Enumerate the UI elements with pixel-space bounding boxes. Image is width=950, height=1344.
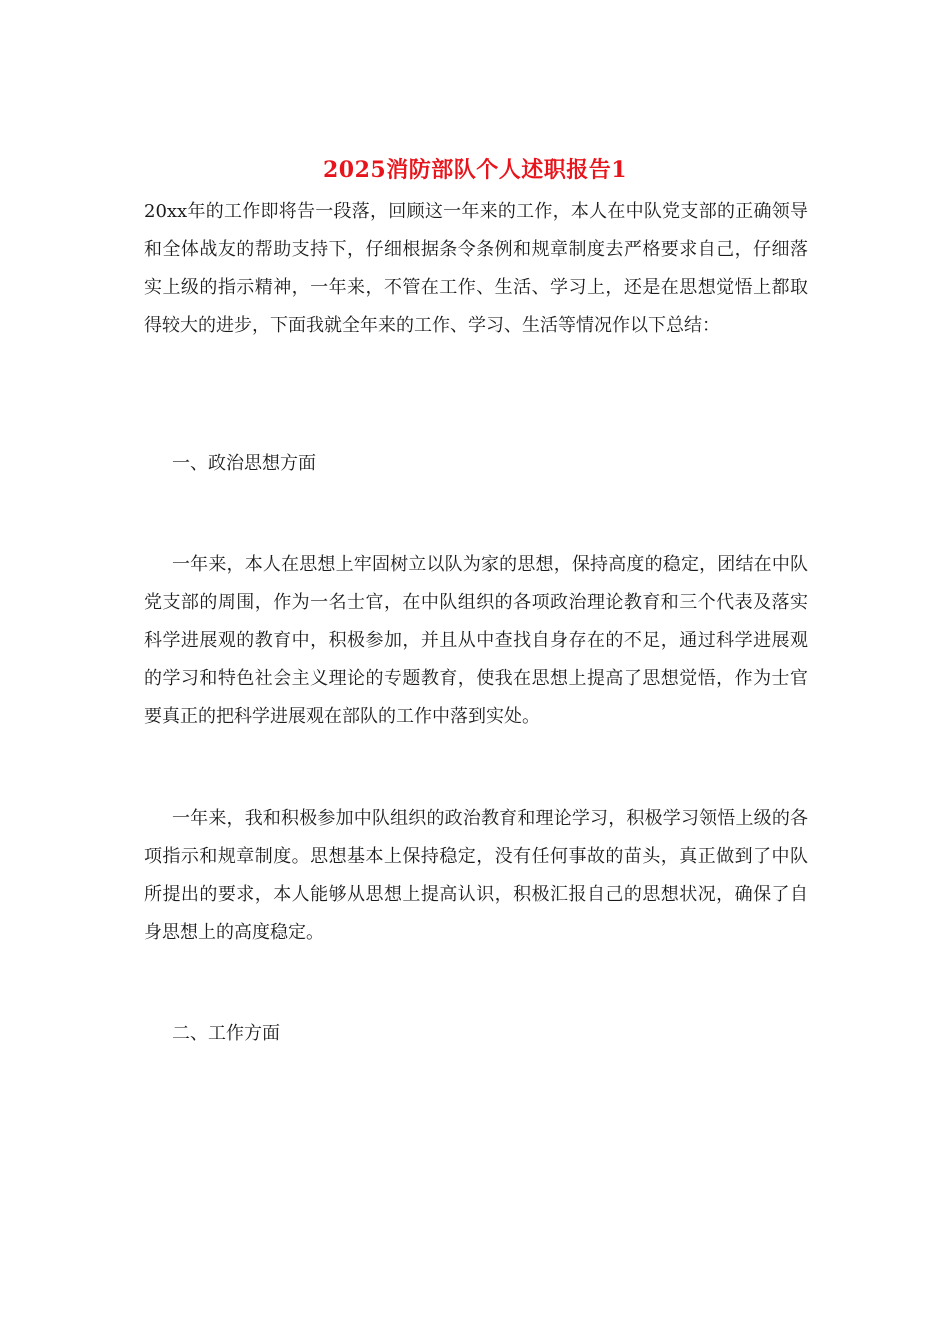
politics-paragraph-2: 一年来，我和积极参加中队组织的政治教育和理论学习，积极学习领悟上级的各项指示和规章制度。思想基本上保持稳定，没有任何事故的苗头，真正做到了中队所提出的要求，本人能够从思想上提高认识，积极汇报自己的思想状况，确保了自身思想上的高度稳定。 <box>144 808 808 943</box>
section-heading-work: 二、工作方面 <box>172 1023 280 1044</box>
intro-paragraph: 20xx年的工作即将告一段落，回顾这一年来的工作，本人在中队党支部的正确领导和全体战友的帮助支持下，仔细根据条令条例和规章制度去严格要求自己，仔细落实上级的指示精神，一年来，不管在工作、生活、学习上，还是在思想觉悟上都取得较大的进步，下面我就全年来的工作、学习、生活等情况作以下总结： <box>144 201 808 336</box>
document-title: 2025消防部队个人述职报告1 <box>322 157 628 183</box>
politics-paragraph-1: 一年来，本人在思想上牢固树立以队为家的思想，保持高度的稳定，团结在中队党支部的周围，作为一名士官，在中队组织的各项政治理论教育和三个代表及落实科学进展观的教育中，积极参加，并且从中查找自身存在的不足，通过科学进展观的学习和特色社会主义理论的专题教育，使我在思想上提高了思想觉悟，作为士官要真正的把科学进展观在部队的工作中落到实处。 <box>144 554 808 727</box>
section-heading-politics: 一、政治思想方面 <box>172 453 316 474</box>
